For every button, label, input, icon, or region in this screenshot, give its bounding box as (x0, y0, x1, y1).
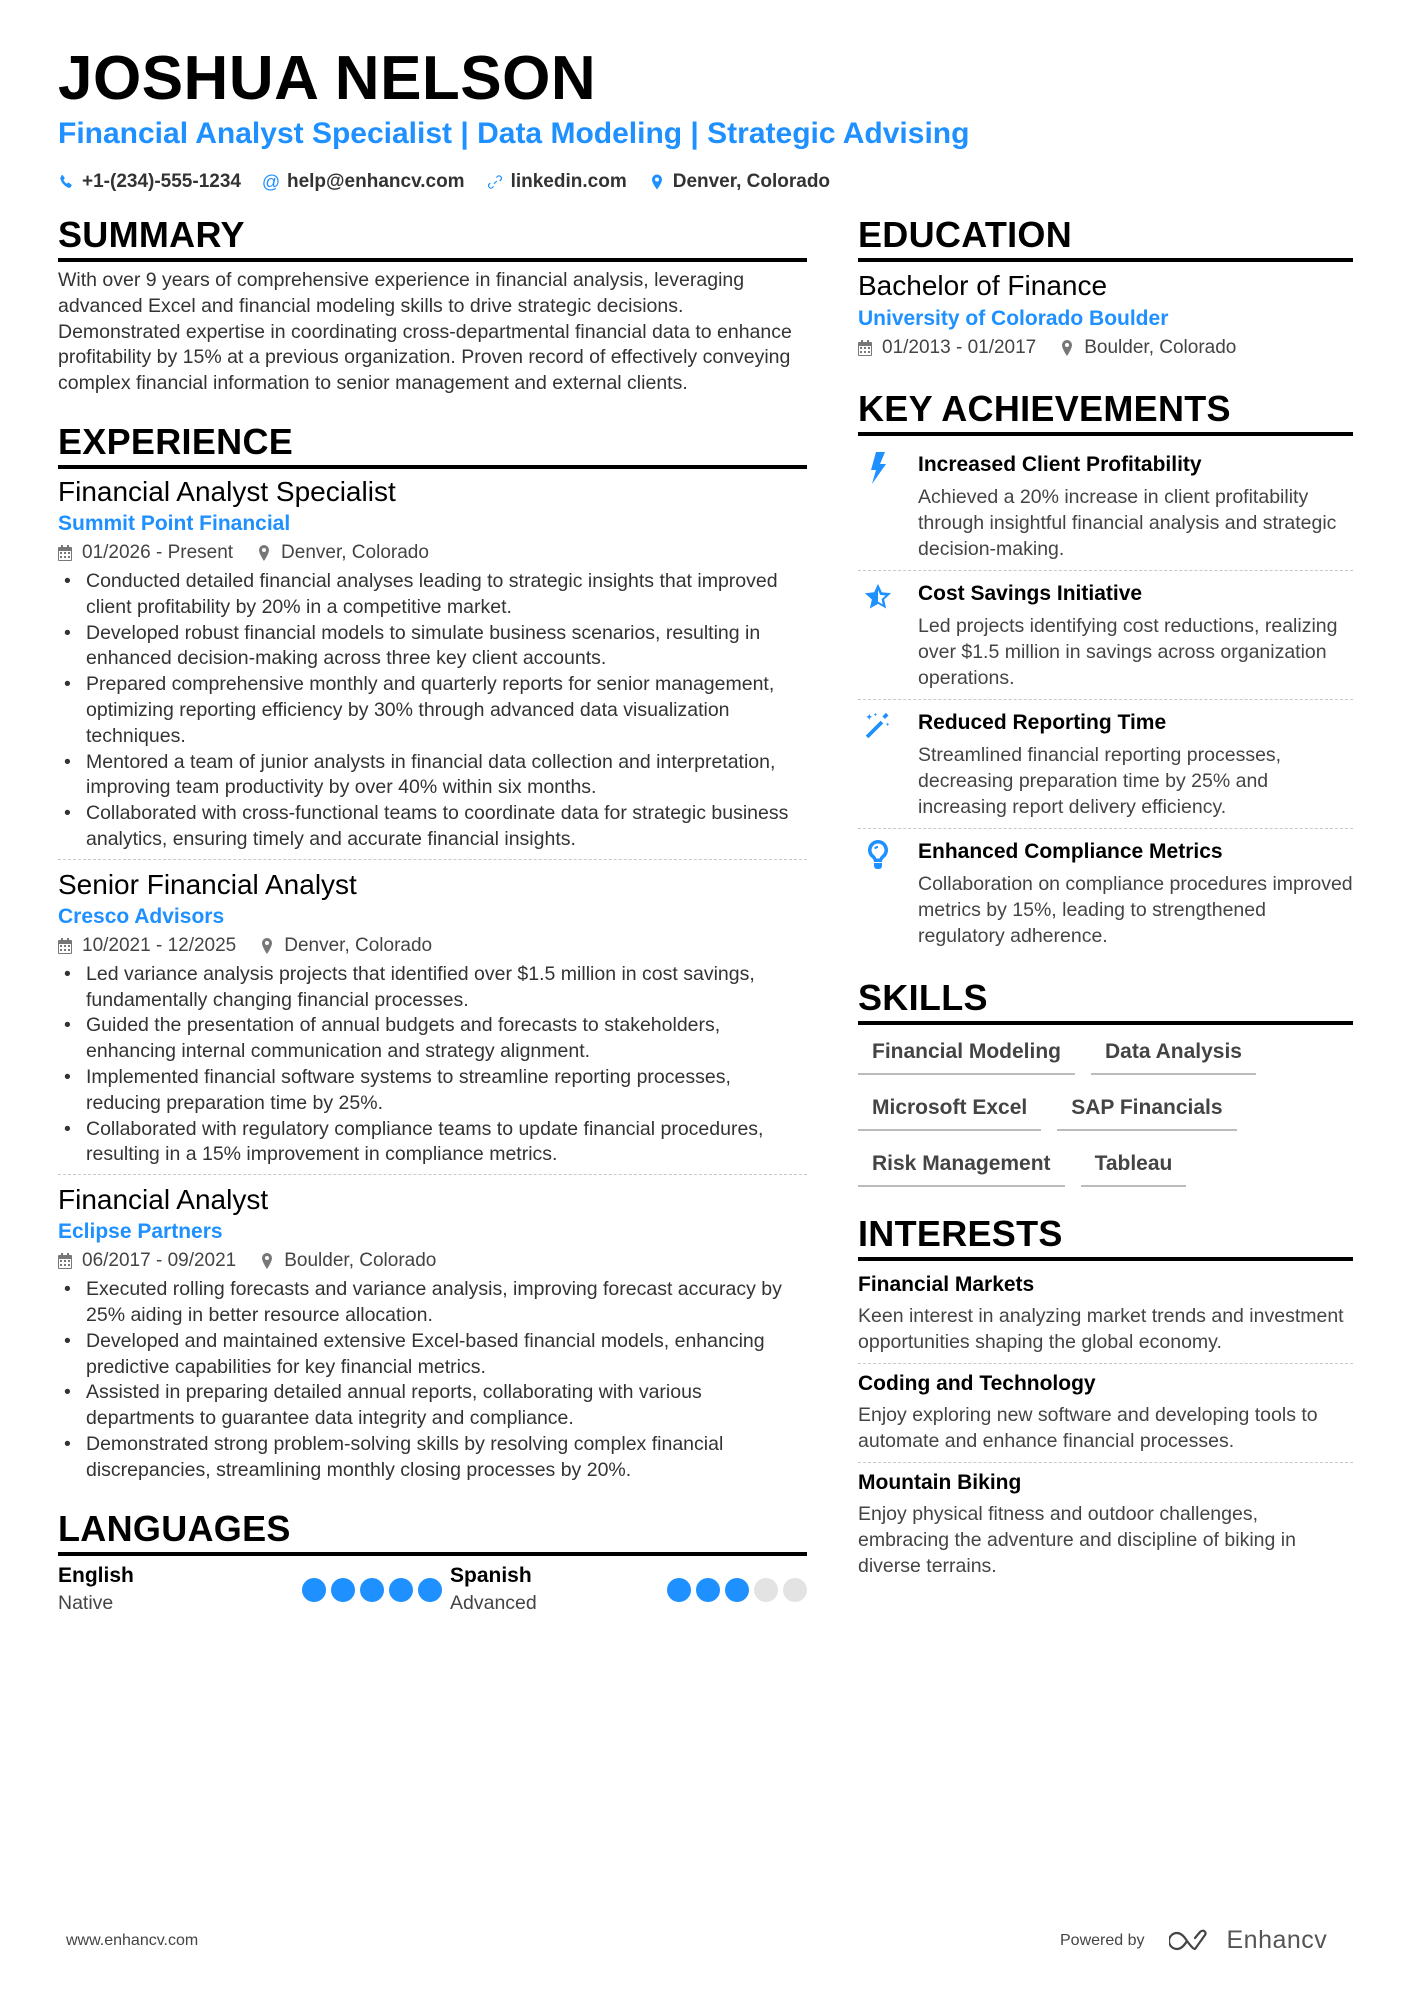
link-icon (487, 173, 503, 191)
contact-location (649, 171, 830, 193)
summary-heading: SUMMARY (58, 214, 807, 262)
rating-dot-filled (725, 1578, 749, 1602)
interest-item (858, 1267, 1353, 1363)
job-dates: 01/2026 - Present (58, 539, 233, 567)
bullet-item: • Led variance analysis projects that identified over $1.5 million in cost savings, fundamentally changing financial processes. (58, 962, 807, 1014)
bullet-item: • Executed rolling forecasts and variance analysis, improving forecast accuracy by 25% aiding in better resource allocation. (58, 1277, 807, 1329)
achievement-item (858, 828, 1353, 957)
email-text: help@enhancv.com (286, 171, 465, 192)
bullet-item: • Collaborated with regulatory compliance teams to update financial procedures, resulting in a 15% improvement in compliance metrics. (58, 1117, 807, 1169)
brand-name: Enhancv (1226, 1926, 1328, 1954)
map-pin-icon (649, 173, 665, 191)
interest-description: Keen interest in analyzing market trends and investment opportunities shaping the global economy. (858, 1305, 1344, 1353)
bullet-item: • Mentored a team of junior analysts in financial data collection and interpretation, improving team productivity by over 40% within six months. (58, 750, 807, 802)
bullet-item: • Prepared comprehensive monthly and quarterly reports for senior management, optimizing reporting efficiency by 30% through advanced data visualization techniques. (58, 672, 807, 749)
achievement-title: Increased Client Profitability (918, 453, 1202, 476)
languages-heading: LANGUAGES (58, 1508, 807, 1556)
powered-by-label: Powered by (1060, 1931, 1145, 1949)
achievement-title: Enhanced Compliance Metrics (918, 840, 1223, 863)
interests-heading: INTERESTS (858, 1213, 1353, 1261)
rating-dot-filled (389, 1578, 413, 1602)
right-column (858, 214, 1353, 1587)
job-meta (58, 1247, 807, 1275)
map-pin-icon (257, 545, 271, 561)
skill-tag: Microsoft Excel (858, 1089, 1041, 1131)
job-location: Denver, Colorado (257, 539, 429, 567)
map-pin-icon (260, 1253, 274, 1269)
rating-dot-filled (418, 1578, 442, 1602)
bullet-item: • Conducted detailed financial analyses leading to strategic insights that improved client profitability by 20% in a competitive market. (58, 569, 807, 621)
calendar-icon (58, 1253, 72, 1269)
map-pin-icon (260, 938, 274, 954)
interest-item (858, 1363, 1353, 1462)
rating-dot-filled (696, 1578, 720, 1602)
candidate-name: JOSHUA NELSON (58, 44, 597, 113)
at-icon: @ (261, 171, 281, 192)
job-location: Boulder, Colorado (260, 1247, 436, 1275)
education-section (858, 214, 1353, 362)
education-dates: 01/2013 - 01/2017 (858, 334, 1036, 362)
language-rating (667, 1578, 807, 1602)
bullet-item: • Developed and maintained extensive Excel-based financial models, enhancing predictive capabilities for key financial metrics. (58, 1329, 807, 1381)
achievement-description: Led projects identifying cost reductions, realizing over $1.5 million in savings across organization operations. (918, 615, 1338, 689)
language-name: English (58, 1563, 134, 1587)
phone-icon (58, 173, 74, 191)
language-item (450, 1562, 807, 1616)
job-title: Financial Analyst (58, 1184, 269, 1216)
interest-description: Enjoy exploring new software and developing tools to automate and enhance financial processes. (858, 1404, 1318, 1452)
skills-heading: SKILLS (858, 977, 1353, 1025)
job-entry (58, 859, 807, 1174)
phone-text: +1-(234)-555-1234 (82, 171, 241, 192)
education-entry (858, 268, 1353, 362)
languages-list (58, 1562, 807, 1616)
language-level: Advanced (450, 1591, 537, 1614)
achievement-title: Cost Savings Initiative (918, 582, 1143, 605)
interest-item (858, 1462, 1353, 1587)
lightning-bolt-icon (858, 450, 918, 562)
skill-tag: SAP Financials (1057, 1089, 1236, 1131)
bullet-item: • Implemented financial software systems to streamline reporting processes, reducing preparation time by 25%. (58, 1065, 807, 1117)
skills-section (858, 977, 1353, 1187)
achievement-description: Achieved a 20% increase in client profitability through insightful financial analysis and strategic decision-making. (918, 486, 1337, 560)
contact-linkedin[interactable] (487, 171, 627, 193)
achievements-section (858, 388, 1353, 957)
footer-url-link[interactable]: www.enhancv.com (66, 1932, 199, 1949)
linkedin-text: linkedin.com (510, 171, 627, 192)
summary-section (58, 214, 807, 397)
job-meta (58, 932, 807, 960)
interest-title: Mountain Biking (858, 1471, 1022, 1494)
job-dates: 10/2021 - 12/2025 (58, 932, 236, 960)
school-name: University of Colorado Boulder (858, 307, 1169, 330)
calendar-icon (858, 340, 872, 356)
location-text: Denver, Colorado (672, 171, 831, 192)
star-icon (858, 579, 918, 691)
job-meta (58, 539, 807, 567)
achievement-item (858, 570, 1353, 699)
left-column (58, 214, 807, 1616)
experience-section (58, 421, 807, 1490)
map-pin-icon (1060, 340, 1074, 356)
job-entry (58, 1174, 807, 1489)
contact-email[interactable] (263, 171, 465, 193)
languages-section (58, 1508, 807, 1616)
skill-tag: Data Analysis (1091, 1033, 1256, 1075)
achievement-title: Reduced Reporting Time (918, 711, 1167, 734)
calendar-icon (58, 545, 72, 561)
job-dates: 06/2017 - 09/2021 (58, 1247, 236, 1275)
rating-dot-filled (360, 1578, 384, 1602)
bullet-item: • Guided the presentation of annual budgets and forecasts to stakeholders, enhancing internal communication and strategy alignment. (58, 1013, 807, 1065)
bullet-item: • Assisted in preparing detailed annual reports, collaborating with various departments to guarantee data integrity and compliance. (58, 1380, 807, 1432)
interest-title: Financial Markets (858, 1273, 1035, 1296)
achievement-item (858, 442, 1353, 570)
powered-by[interactable] (1060, 1926, 1327, 1955)
job-bullets (58, 1277, 807, 1483)
rating-dot-empty (783, 1578, 807, 1602)
achievements-heading: KEY ACHIEVEMENTS (858, 388, 1353, 436)
language-item (58, 1562, 450, 1616)
bullet-item: • Collaborated with cross-functional teams to coordinate data for strategic business analytics, ensuring timely and accurate financial insights. (58, 801, 807, 853)
experience-heading: EXPERIENCE (58, 421, 807, 469)
interest-title: Coding and Technology (858, 1372, 1096, 1395)
calendar-icon (58, 938, 72, 954)
interests-section (858, 1213, 1353, 1587)
achievement-item (858, 699, 1353, 828)
language-level: Native (58, 1591, 114, 1614)
magic-wand-icon (858, 708, 918, 820)
skill-tag: Risk Management (858, 1145, 1065, 1187)
job-bullets (58, 962, 807, 1168)
brand-logo (1169, 1926, 1328, 1955)
company-name: Cresco Advisors (58, 904, 225, 928)
rating-dot-filled (667, 1578, 691, 1602)
skills-list (858, 1033, 1353, 1187)
summary-text: With over 9 years of comprehensive experience in financial analysis, leveraging advanced Excel and financial modeling skills to drive strategic decisions. Demonstrated expertise in coordinating cross-departmental financial data to enhance profitability by 15% at a previous organization. Proven record of effectively conveying complex financial information to senior management and external clients. (58, 269, 792, 395)
interest-description: Enjoy physical fitness and outdoor challenges, embracing the adventure and discipline of biking in diverse terrains. (858, 1503, 1296, 1577)
achievement-description: Collaboration on compliance procedures improved metrics by 15%, leading to strengthened regulatory adherence. (918, 873, 1353, 947)
job-bullets (58, 569, 807, 853)
skill-tag: Financial Modeling (858, 1033, 1075, 1075)
candidate-title: Financial Analyst Specialist | Data Modeling | Strategic Advising (58, 117, 970, 150)
lightbulb-icon (858, 837, 918, 949)
education-location: Boulder, Colorado (1060, 334, 1236, 362)
contact-phone[interactable] (58, 171, 241, 193)
skill-tag: Tableau (1081, 1145, 1187, 1187)
degree: Bachelor of Finance (858, 270, 1108, 301)
job-entry (58, 475, 807, 859)
language-rating (302, 1578, 442, 1602)
achievement-description: Streamlined financial reporting processes, decreasing preparation time by 25% and increasing report delivery efficiency. (918, 744, 1282, 818)
contact-bar (58, 168, 830, 196)
company-name: Eclipse Partners (58, 1220, 223, 1244)
job-location: Denver, Colorado (260, 932, 432, 960)
rating-dot-filled (331, 1578, 355, 1602)
education-heading: EDUCATION (858, 214, 1353, 262)
bullet-item: • Demonstrated strong problem-solving skills by resolving complex financial discrepancies, streamlining monthly closing processes by 20%. (58, 1432, 807, 1484)
education-meta (858, 334, 1353, 362)
bullet-item: • Developed robust financial models to simulate business scenarios, resulting in enhanced decision-making across three key client accounts. (58, 621, 807, 673)
language-name: Spanish (450, 1563, 532, 1587)
rating-dot-empty (754, 1578, 778, 1602)
job-title: Financial Analyst Specialist (58, 475, 396, 507)
enhancv-logo-icon (1169, 1929, 1215, 1953)
job-title: Senior Financial Analyst (58, 868, 357, 900)
company-name: Summit Point Financial (58, 511, 291, 535)
rating-dot-filled (302, 1578, 326, 1602)
